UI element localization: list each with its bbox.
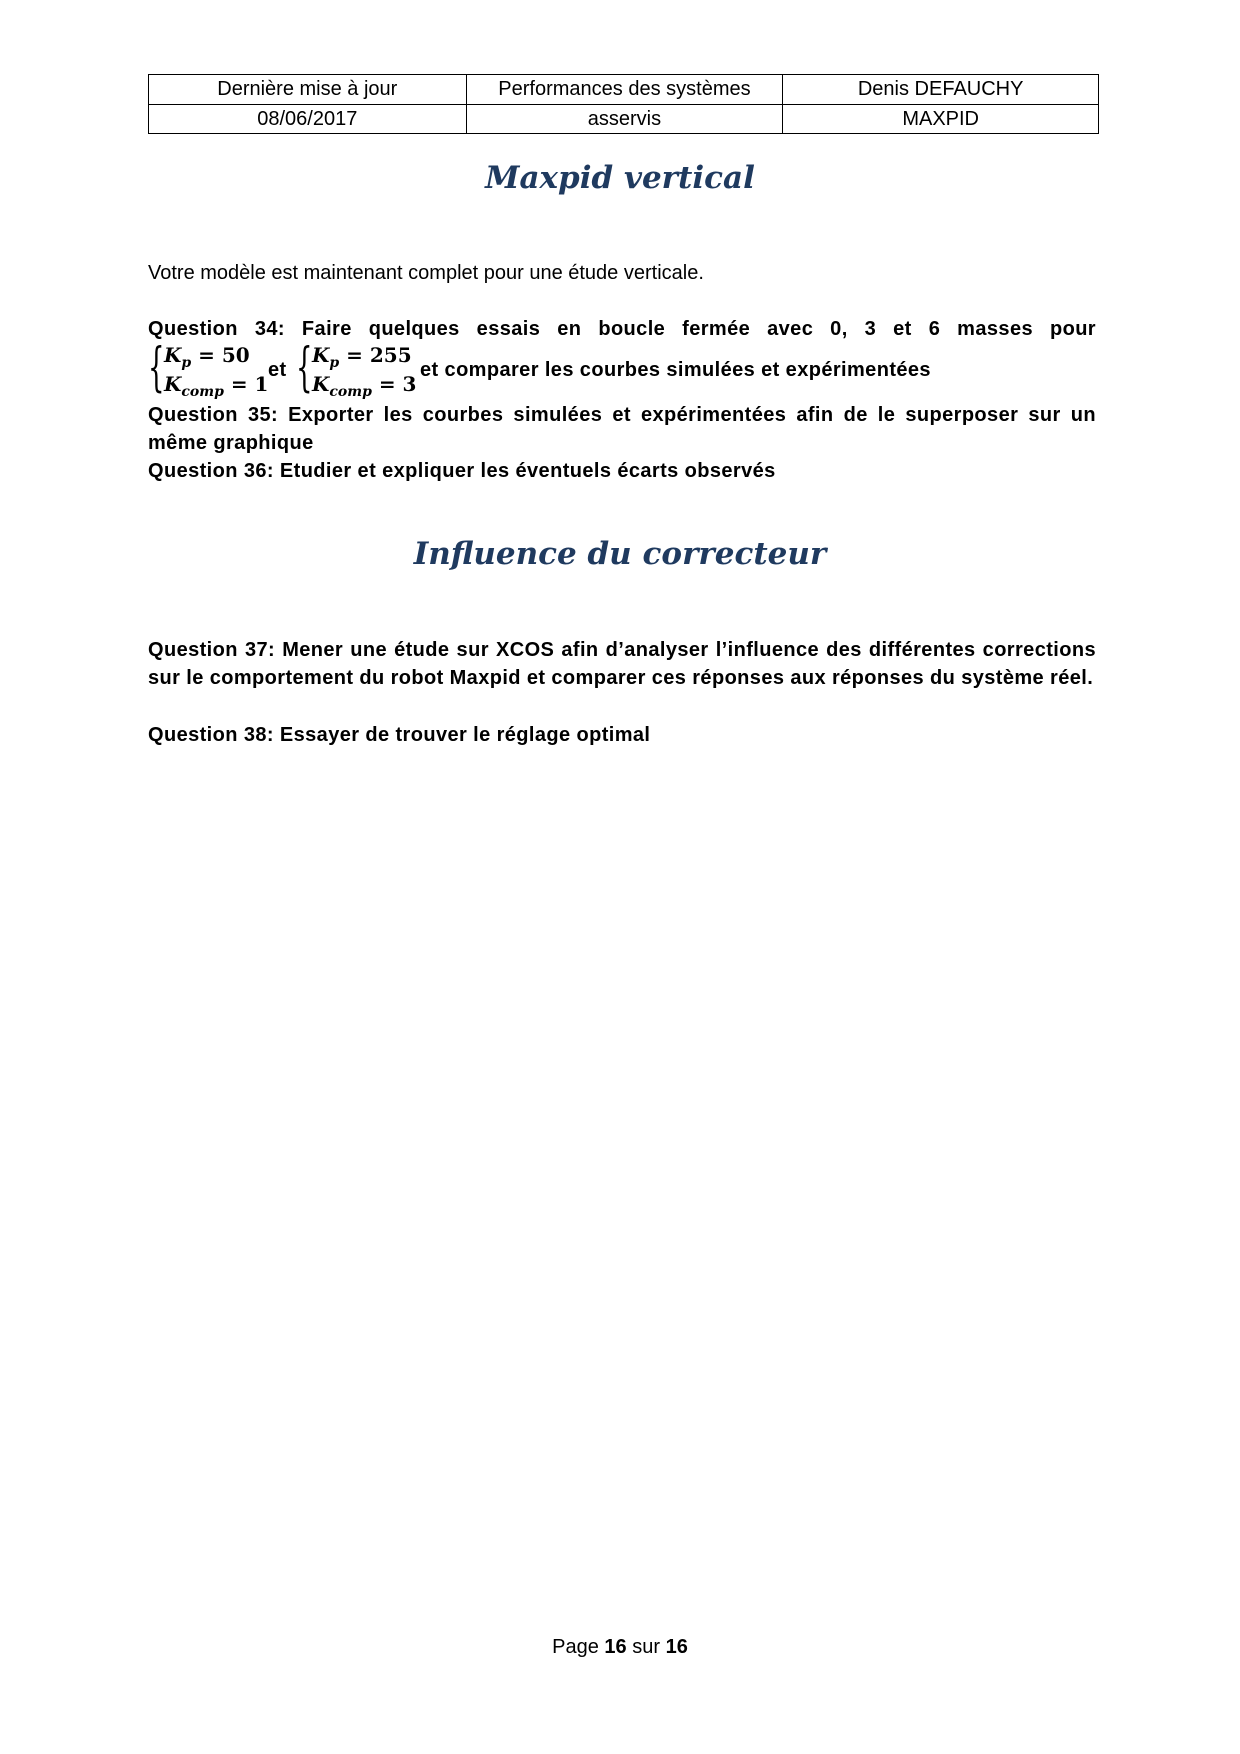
total-page-number: 16 — [665, 1636, 688, 1658]
page-word: Page — [552, 1636, 599, 1658]
question-34-line1: Question 34: Faire quelques essais en boucle fermée avec 0, 3 et 6 masses pour — [148, 318, 1096, 340]
gain-system-1 — [148, 338, 269, 401]
last-update-label: Dernière mise à jour — [149, 75, 467, 105]
question-35: Question 35: Exporter les courbes simulées et expérimentées afin de le superposer sur un même graphique — [148, 404, 1096, 454]
of-word: sur — [632, 1636, 661, 1658]
current-page-number: 16 — [604, 1636, 627, 1658]
question-38: Question 38: Essayer de trouver le réglage optimal — [148, 724, 651, 746]
left-brace: { — [148, 338, 165, 398]
project-name: MAXPID — [783, 104, 1099, 134]
author: Denis DEFAUCHY — [783, 75, 1099, 105]
kcomp-equation-1: $K_{comp} = 1$ — [164, 372, 269, 400]
question-37: Question 37: Mener une étude sur XCOS afin d’analyser l’influence des différentes corrections sur le comportement du robot Maxpid et comparer ces réponses aux réponses du système réel. — [148, 639, 1096, 689]
course-title-line2: asservis — [466, 104, 783, 134]
page-footer — [0, 1636, 1240, 1659]
intro-paragraph: Votre modèle est maintenant complet pour une étude verticale. — [148, 262, 704, 284]
kp-equation-2: $K_p = 255$ — [312, 343, 412, 371]
question-34-et: et — [268, 359, 287, 381]
course-title-line1: Performances des systèmes — [466, 75, 783, 105]
section-title-maxpid-vertical: Maxpid vertical — [485, 160, 755, 196]
kp-equation-1: $K_p = 50$ — [164, 343, 250, 371]
question-34-math-row — [148, 338, 1096, 401]
section-title-influence-correcteur: Influence du correcteur — [413, 536, 827, 572]
gain-system-2 — [296, 338, 417, 401]
question-36: Question 36: Etudier et expliquer les éventuels écarts observés — [148, 460, 776, 482]
header-table — [148, 74, 1099, 134]
kcomp-equation-2: $K_{comp} = 3$ — [312, 372, 417, 400]
question-34-line2-end: et comparer les courbes simulées et expérimentées — [420, 359, 931, 381]
update-date: 08/06/2017 — [149, 104, 467, 134]
left-brace: { — [296, 338, 313, 398]
